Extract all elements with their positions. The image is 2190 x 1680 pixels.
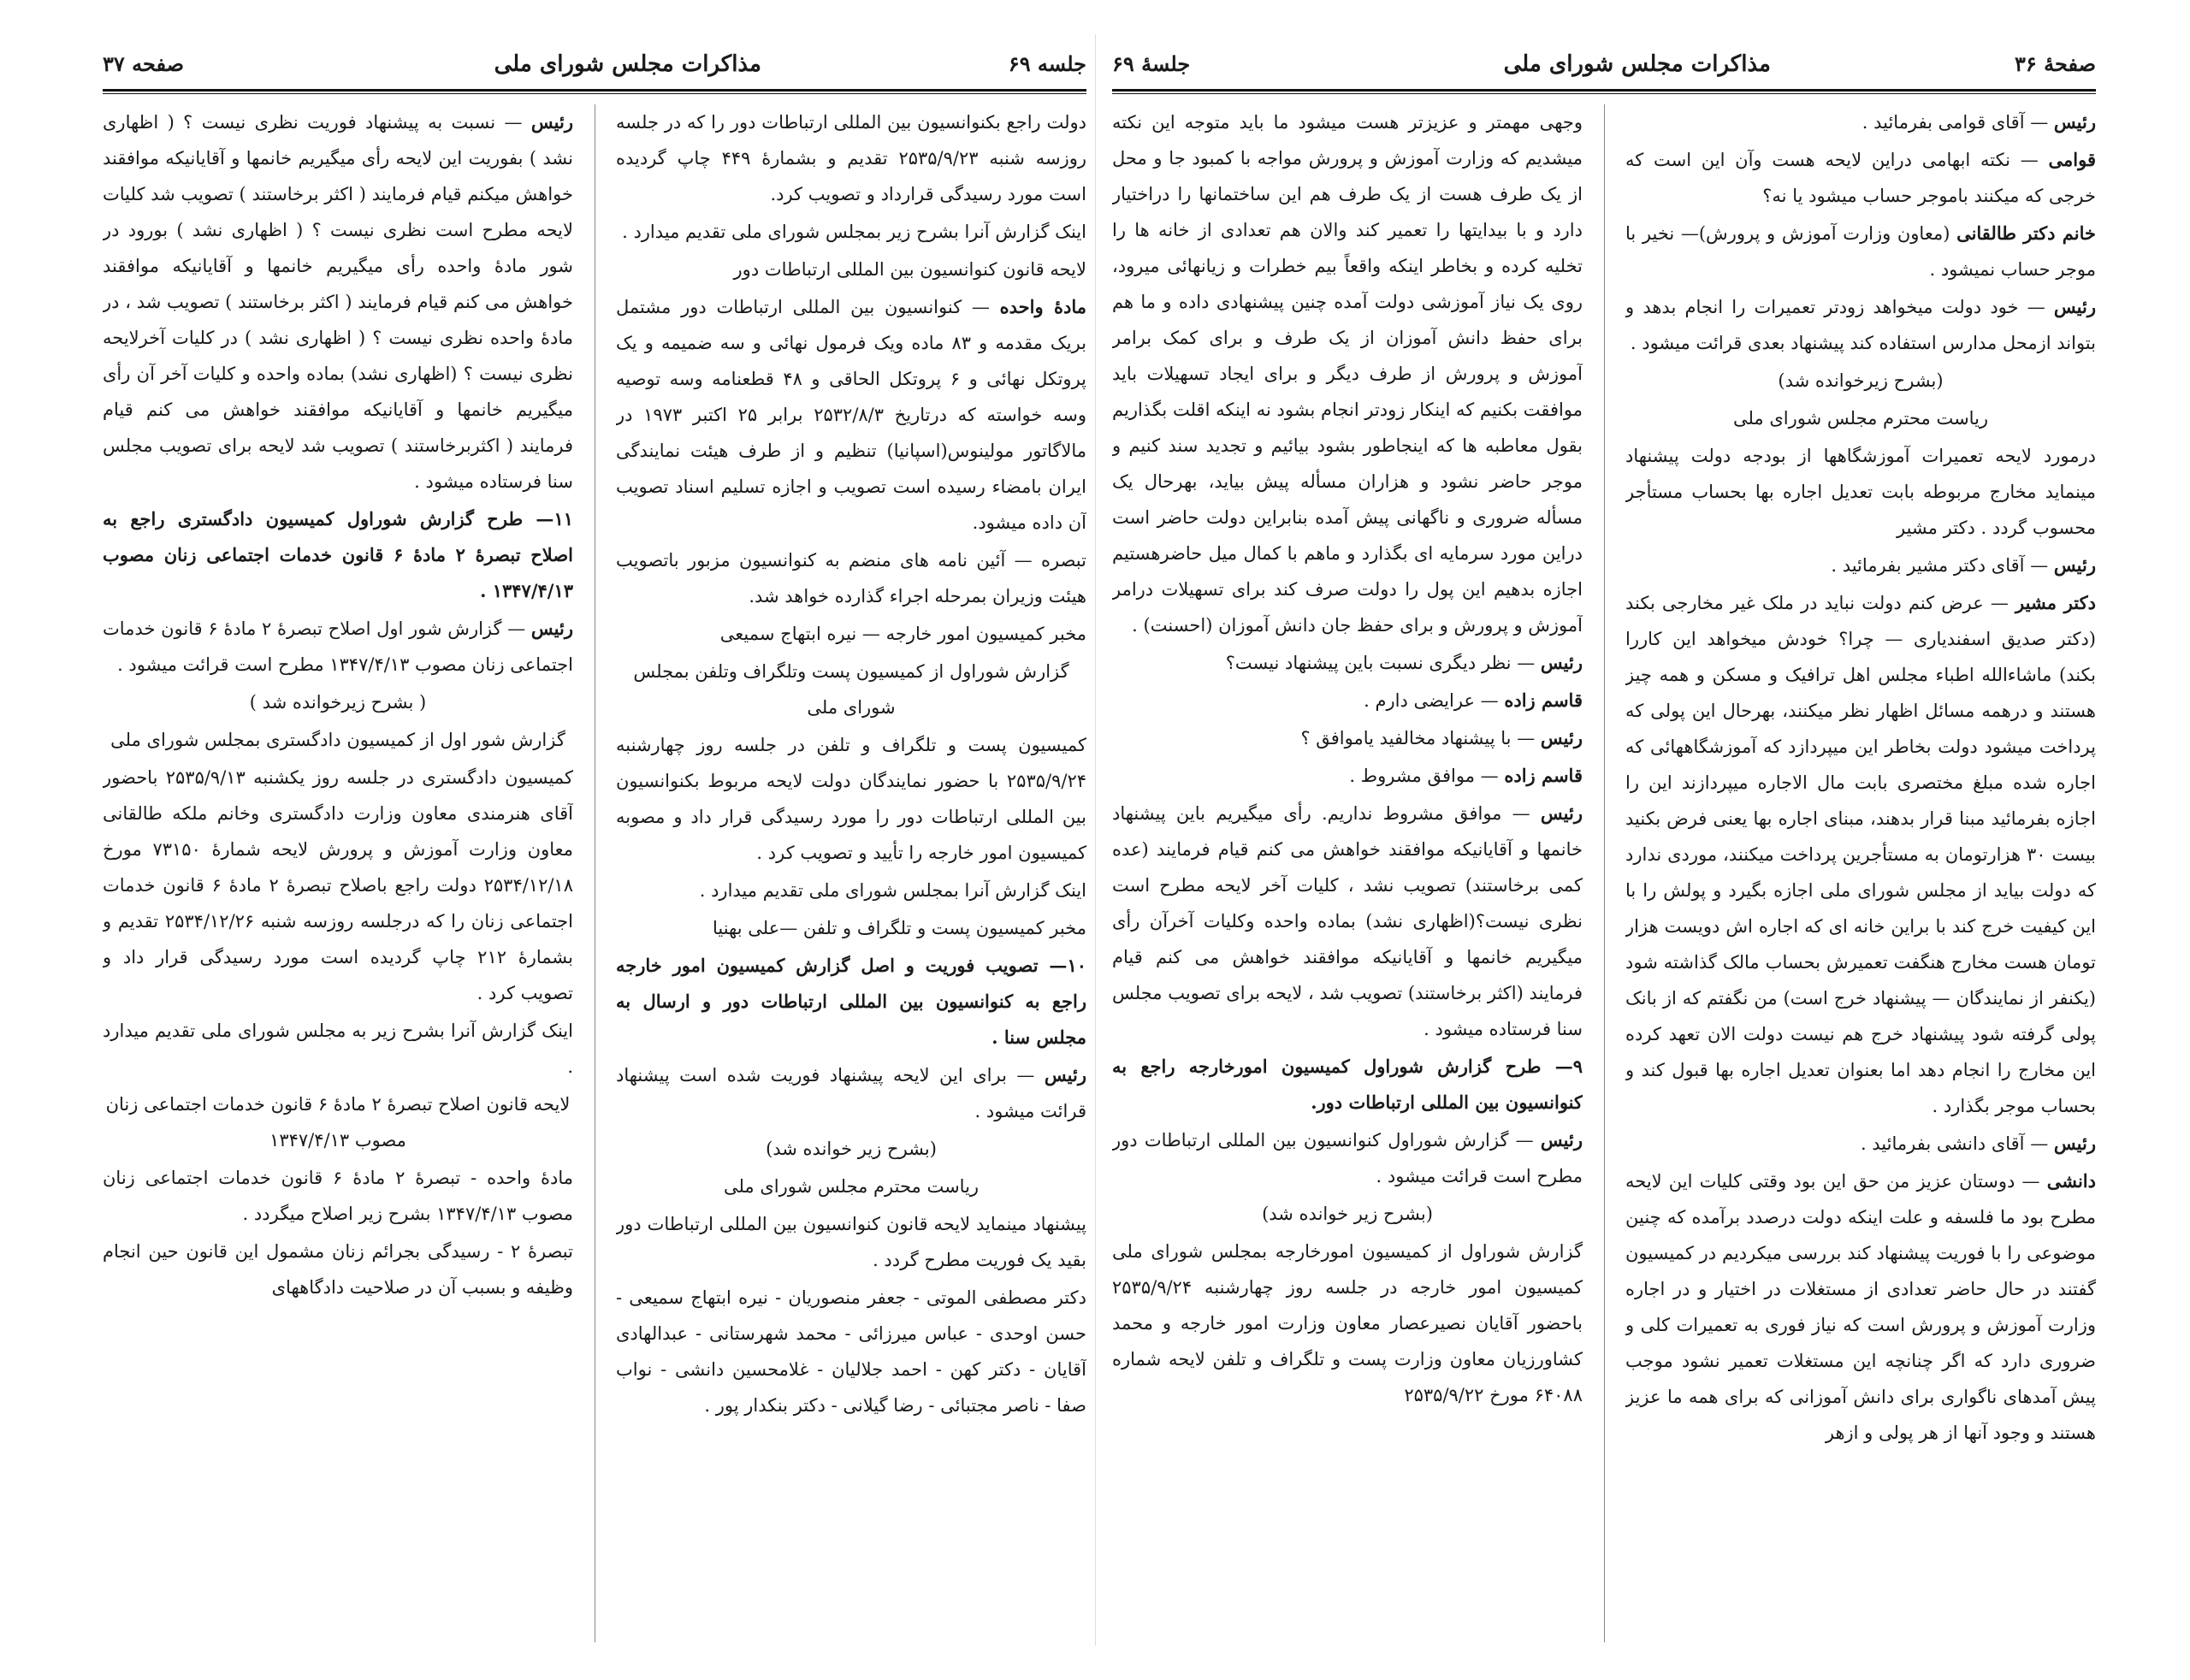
text-paragraph <box>616 251 1086 287</box>
paragraph-text: درمورد لایحه تعمیرات آموزشگاهها از بودجه دولت پیشنهاد مینماید مخارج مربوطه بابت تعدیل اجاره بها بحساب مستأجر محسوب گردد . دکتر مشیر <box>1625 446 2096 538</box>
text-paragraph <box>616 616 1086 652</box>
centered-line: ریاست محترم مجلس شورای ملی <box>723 1176 980 1197</box>
page-header <box>1112 43 2096 84</box>
paragraph-text: — گزارش شوراول کنوانسیون بین المللی ارتباطات دور مطرح است قرائت میشود . <box>1112 1130 1583 1186</box>
paragraph-text: وجهی مهمتر و عزیزتر هست میشود ما باید متوجه این نکته میشدیم که وزارت آموزش و پرورش مواجه با کمبود جا و محل از یک طرف هست از یک طرف هم این ساختمانها را دراختیار دارد و با بیدایتها را تعمیر کند والان هم تعدادی از خانه ها را تخلیه کرده و بخاطر اینکه واقعاً بیم خطرات و زیانهائی میرود، روی یک نیاز آموزشی دولت آمده چنین پیشنهادی داده و ما هم برای حفظ دانش آموزان از یک طرف و برای کمک برامر آموزش و پرورش از طرف دیگر و برای ایجاد تسهیلات باید موافقت بکنیم که اینکار زودتر انجام بشود نه اینکه اقلت بگذاریم بقول معاطبه ها که اینجاطور بشود بیائیم و تجدید سند کنیم و موجر حاضر نشود و هزاران مسأله پیش بیاید، بهرحال یک مسأله ضروری و ناگهانی پیش آمده بنابراین دولت حاضر است دراین مورد سرمایه ای بگذارد و ماهم با کمال میل حاضرهستیم اجازه بدهیم این پول را دولت صرف کند برای تسهیلات درامر آموزش و پرورش و برای حفظ جان دانش آموزان (احسنت) . <box>1112 112 1583 636</box>
paragraph-text: لایحه قانون کنوانسیون بین المللی ارتباطات دور <box>733 259 1086 280</box>
speech-paragraph <box>1112 720 1583 756</box>
speech-paragraph <box>1112 796 1583 1047</box>
text-paragraph <box>616 214 1086 250</box>
speech-paragraph <box>1625 1163 2096 1451</box>
section-heading: ۱۰— تصویب فوریت و اصل گزارش کمیسیون امور خارجه راجع به کنوانسیون بین المللی ارتباطات دور و ارسال به مجلس سنا . <box>616 955 1086 1048</box>
text-paragraph <box>1112 104 1583 643</box>
paragraph-text: — برای این لایحه پیشنهاد فوریت شده است پیشنهاد قرائت میشود . <box>616 1065 1086 1121</box>
paragraph-text: مخبر کمیسیون امور خارجه — نیره ابتهاج سمیعی <box>719 624 1086 644</box>
speaker-name: رئیس <box>2053 1133 2096 1154</box>
session-number: جلسهٔ ۶۹ <box>1112 51 1191 76</box>
speech-paragraph <box>1112 1122 1583 1194</box>
header-rule <box>103 89 1086 94</box>
paragraph-text: مادهٔ واحده - تبصرهٔ ۲ مادهٔ ۶ قانون خدمات اجتماعی زنان مصوب ۱۳۴۷/۴/۱۳ بشرح زیر اصلاح میگردد . <box>103 1168 573 1224</box>
speaker-name: قوامی <box>2048 149 2096 170</box>
text-column-left <box>1112 104 1583 1642</box>
left-page <box>103 43 1086 1642</box>
paragraph-text: — با پیشنهاد مخالفید یاموافق ؟ <box>1300 728 1536 748</box>
paragraph-text: — خود دولت میخواهد زودتر تعمیرات را انجام بدهد و بتواند ازمحل مدارس استفاده کند پیشنهاد بعدی قرائت میشود . <box>1625 297 2096 353</box>
section-heading: ۱۱— طرح گزارش شوراول کمیسیون دادگستری راجع به اصلاح تبصرهٔ ۲ مادهٔ ۶ قانون خدمات اجتماعی زنان مصوب ۱۳۴۷/۴/۱۳ . <box>103 508 573 601</box>
page-header <box>103 43 1086 84</box>
speaker-name: رئیس <box>1540 727 1583 748</box>
centered-line: ریاست محترم مجلس شورای ملی <box>1732 408 1989 429</box>
speaker-name: رئیس <box>1540 802 1583 824</box>
centered-line: گزارش شوراول از کمیسیون پست وتلگراف وتلفن بمجلس شورای ملی <box>633 661 1069 718</box>
paragraph-text: اینک گزارش آنرا بشرح زیر به مجلس شورای ملی تقدیم میدارد . <box>103 1020 573 1077</box>
paragraph-text: دکتر مصطفی الموتی - جعفر منصوریان - نیره ابتهاج سمیعی - حسن اوحدی - عباس میرزائی - محمد شهرستانی - عبدالهادی آقایان - دکتر کهن - احمد جلالیان - غلامحسین دانشی - نواب صفا - ناصر مجتبائی - رضا گیلانی - دکتر بنکدار پور . <box>616 1287 1086 1416</box>
speech-paragraph <box>1625 585 2096 1124</box>
paragraph-text: — نظر دیگری نسبت باین پیشنهاد نیست؟ <box>1225 653 1536 673</box>
speaker-name: دکتر مشیر <box>2015 592 2096 613</box>
speech-paragraph <box>616 289 1086 541</box>
speech-paragraph <box>1625 104 2096 140</box>
centered-line: لایحه قانون اصلاح تبصرهٔ ۲ مادهٔ ۶ قانون خدمات اجتماعی زنان مصوب ۱۳۴۷/۴/۱۳ <box>105 1094 571 1151</box>
text-paragraph <box>616 1280 1086 1423</box>
paragraph-text: — موافق مشروط . <box>1349 766 1499 786</box>
text-paragraph <box>103 1160 573 1232</box>
running-title: مذاکرات مجلس شورای ملی <box>1503 51 1771 77</box>
paragraph-text: کمیسیون پست و تلگراف و تلفن در جلسه روز چهارشنبه ۲۵۳۵/۹/۲۴ با حضور نمایندگان دولت لایحه مربوط بکنوانسیون بین المللی ارتباطات دور را مورد رسیدگی قرار داد و مصوبه کمیسیون امور خارجه را تأیید و تصویب کرد . <box>616 735 1086 863</box>
header-rule <box>1112 89 2096 94</box>
speech-paragraph <box>103 611 573 683</box>
paragraph-text: مخبر کمیسیون پست و تلگراف و تلفن —علی بهنیا <box>712 918 1086 938</box>
speech-paragraph <box>1625 216 2096 287</box>
paragraph-text: — عرض کنم دولت نباید در ملک غیر مخارجی بکند (دکتر صدیق اسفندیاری — چرا؟ خودش میخواهد این کاررا بکند) ماشاءالله اطباء مجلس اهل ترافیک و مسکن و همه چیز هستند و درهمه مسائل اظهار نظر میکنند، بهرحال این پولی که پرداخت میشود دولت بخاطر این میپردازد که آموزشگاههائی که اجاره شده مبلغ مختصری بابت مال الاجاره میپردازند این را اجازه بفرمائید مبنا قرار بدهند، مبنای اجاره بها یعنی فرض بکنید بیست ۳۰ هزارتومان به مستأجرین پرداخت میکنند، موردی ندارد که دولت بیاید از مجلس شورای ملی اجازه بگیرد و پولش را با این کیفیت خرج کند با براین خانه ای که اجاره اش دویست هزار تومان هست مخارج هنگفت تعمیرش بحساب مالک گذاشته شود (یکنفر از نمایندگان — پیشنهاد خرج است) من نگفتم که از بانک پولی گرفته شود پیشنهاد خرج هم نیست دولت الان تعهد کرده این مخارج را انجام دهد اما بعنوان تعدیل اجاره بها قبول کند و بحساب موجر بگذارد . <box>1625 593 2096 1116</box>
page-number: صفحه ۳۷ <box>103 51 185 76</box>
text-paragraph <box>103 1013 573 1085</box>
speech-paragraph <box>1625 142 2096 214</box>
text-paragraph <box>103 1233 573 1305</box>
speech-paragraph <box>1625 289 2096 361</box>
speaker-name: خانم دکتر طالقانی <box>1956 222 2096 244</box>
text-paragraph <box>616 910 1086 946</box>
text-paragraph <box>616 873 1086 908</box>
paragraph-text: — نسبت به پیشنهاد فوریت نظری نیست ؟ ( اظهاری نشد ) بفوریت این لایحه رأی میگیریم خانمها و آقایانیکه موافقند خواهش میکنم قیام فرمایند ( اکثر برخاستند ) تصویب شد کلیات لایحه مطرح است نظری نیست ؟ ( اظهاری نشد ) بورود در شور مادهٔ واحده رأی میگیریم خانمها و آقایانیکه موافقند خواهش می کنم قیام فرمایند ( اکثر برخاستند ) تصویب شد ، در مادهٔ واحده نظری نیست ؟ ( اظهاری نشد ) در کلیات آخرلایحه نظری نیست ؟ (اظهاری نشد) بماده واحده و کلیات آخر آن رأی میگیریم خانمها و آقایانیکه موافقند خواهش می کنم قیام فرمایند ( اکثربرخاستند ) تصویب شد لایحه برای تصویب مجلس سنا فرستاده میشود . <box>103 112 573 492</box>
speaker-name: رئیس <box>530 618 573 639</box>
speech-paragraph <box>1625 1126 2096 1162</box>
speaker-name: رئیس <box>1540 1129 1583 1151</box>
paragraph-text: (معاون وزارت آموزش و پرورش)— نخیر با موجر حساب نمیشود . <box>1625 223 2096 280</box>
paragraph-text: دولت راجع بکنوانسیون بین المللی ارتباطات دور را که در جلسه روزسه شنبه ۲۵۳۵/۹/۲۳ تقدیم و بشمارهٔ ۴۴۹ چاپ گردیده است مورد رسیدگی قرارداد و تصویب کرد. <box>616 112 1086 204</box>
speaker-name: قاسم زاده <box>1504 765 1583 786</box>
paragraph-text: کمیسیون دادگستری در جلسه روز یکشنبه ۲۵۳۵/۹/۱۳ باحضور آقای هنرمندی معاون وزارت دادگستری وخانم ملکه طالقانی معاون وزارت آموزش و پرورش لایحه شمارهٔ ۷۳۱۵۰ مورخ ۲۵۳۴/۱۲/۱۸ دولت راجع باصلاح تبصرهٔ ۲ مادهٔ ۶ قانون خدمات اجتماعی زنان را که درجلسه روزسه شنبه ۲۵۳۴/۱۲/۲۶ تقدیم و بشمارهٔ ۲۱۲ چاپ گردیده است مورد رسیدگی قرار داد و تصویب کرد . <box>103 767 573 1003</box>
paragraph-text: اینک گزارش آنرا بمجلس شورای ملی تقدیم میدارد . <box>699 880 1086 901</box>
paragraph-text: پیشنهاد مینماید لایحه قانون کنوانسیون بین المللی ارتباطات دور بقید یک فوریت مطرح گردد . <box>616 1214 1086 1270</box>
text-paragraph <box>1112 1233 1583 1413</box>
centered-line: (بشرح زیر خوانده شد) <box>766 1139 937 1159</box>
speaker-name: رئیس <box>530 111 573 133</box>
paragraph-text: — آقای دکتر مشیر بفرمائید . <box>1831 555 2049 576</box>
session-number: جلسه ۶۹ <box>1008 51 1086 76</box>
text-column-left <box>103 104 573 1642</box>
paragraph-text: — گزارش شور اول اصلاح تبصرهٔ ۲ مادهٔ ۶ قانون خدمات اجتماعی زنان مصوب ۱۳۴۷/۴/۱۳ مطرح است قرائت میشود . <box>103 618 573 675</box>
speaker-name: رئیس <box>1044 1064 1086 1085</box>
book-spine <box>1095 34 1096 1646</box>
text-paragraph <box>103 760 573 1011</box>
paragraph-text: — عرایضی دارم . <box>1364 690 1499 711</box>
page-number: صفحهٔ ۳۶ <box>2014 51 2096 76</box>
text-paragraph <box>616 1206 1086 1278</box>
paragraph-text: — نکته ابهامی دراین لایحه هست وآن این است که خرجی که میکنند باموجر حساب میشود یا نه؟ <box>1625 150 2096 206</box>
column-divider <box>1604 104 1605 1642</box>
centered-line: (بشرح زیر خوانده شد) <box>1262 1204 1433 1224</box>
text-column-right <box>1625 104 2096 1642</box>
running-title: مذاکرات مجلس شورای ملی <box>494 51 761 77</box>
speaker-name: رئیس <box>1540 652 1583 673</box>
speaker-name: رئیس <box>2053 554 2096 576</box>
speech-paragraph <box>1112 758 1583 794</box>
speech-paragraph <box>1112 645 1583 681</box>
text-paragraph <box>616 727 1086 871</box>
speaker-name: قاسم زاده <box>1504 689 1583 711</box>
text-paragraph <box>1625 438 2096 546</box>
speech-paragraph <box>103 104 573 500</box>
centered-line: گزارش شور اول از کمیسیون دادگستری بمجلس شورای ملی <box>110 730 565 750</box>
paragraph-text: — دوستان عزیز من حق این بود وقتی کلیات این لایحه مطرح بود ما فلسفه و علت اینکه دولت درصدد برآمده که چنین موضوعی را با فوریت پیشنهاد کند بررسی میکردیم در کمیسیون گفتند در حال حاضر تعدادی از مستغلات در اختیار و در اجاره وزارت آموزش و پرورش است که نیاز فوری به تعمیرات کلی و ضروری دارد که اگر چنانچه این مستغلات تعمیر نشود موجب پیش آمدهای ناگواری برای دانش آموزانی که برای همه ما عزیز هستند و وجود آنها از هر پولی و ازهر <box>1625 1171 2096 1443</box>
centered-line: ( بشرح زیرخوانده شد ) <box>249 692 427 713</box>
paragraph-text: — آقای دانشی بفرمائید . <box>1860 1133 2049 1154</box>
speech-paragraph <box>1112 683 1583 719</box>
speech-paragraph <box>616 1057 1086 1129</box>
paragraph-text: گزارش شوراول از کمیسیون امورخارجه بمجلس شورای ملی کمیسیون امور خارجه در جلسه روز چهارشنبه ۲۵۳۵/۹/۲۴ باحضور آقایان نصیرعصار معاون وزارت امور خارجه و محمد کشاورزیان معاون وزارت پست و تلگراف و تلفن لایحه شماره ۶۴۰۸۸ مورخ ۲۵۳۵/۹/۲۲ <box>1112 1241 1583 1405</box>
speaker-name: دانشی <box>2046 1170 2096 1192</box>
speaker-name: رئیس <box>2053 296 2096 317</box>
text-paragraph <box>616 104 1086 212</box>
right-page <box>1112 43 2096 1642</box>
paragraph-text: — آقای قوامی بفرمائید . <box>1862 112 2049 133</box>
speech-paragraph <box>1625 547 2096 583</box>
text-paragraph <box>616 542 1086 614</box>
section-heading: ۹— طرح گزارش شوراول کمیسیون امورخارجه راجع به کنوانسیون بین المللی ارتباطات دور. <box>1112 1056 1583 1113</box>
speaker-name: رئیس <box>2053 111 2096 133</box>
speaker-name: مادهٔ واحده <box>999 296 1086 317</box>
paragraph-text: — موافق مشروط نداریم. رأی میگیریم باین پیشنهاد خانمها و آقایانیکه موافقند خواهش می کنم قیام فرمایند (عده کمی برخاستند) تصویب نشد ، کلیات آخر لایحه مطرح است نظری نیست؟(اظهاری نشد) بماده واحده وکلیات آخرآن رأی میگیریم خانمها و آقایانیکه موافقند خواهش می کنم قیام فرمایند (اکثر برخاستند) تصویب شد ، لایحه برای تصویب مجلس سنا فرستاده میشود . <box>1112 803 1583 1039</box>
centered-line: (بشرح زیرخوانده شد) <box>1778 370 1944 391</box>
text-column-right <box>616 104 1086 1642</box>
paragraph-text: تبصرهٔ ۲ - رسیدگی بجرائم زنان مشمول این قانون حین انجام وظیفه و بسبب آن در صلاحیت دادگاههای <box>103 1241 573 1298</box>
paragraph-text: تبصره — آئین نامه های منضم به کنوانسیون مزبور باتصویب هیئت وزیران بمرحله اجراء گذارده خواهد شد. <box>616 550 1086 606</box>
paragraph-text: اینک گزارش آنرا بشرح زیر بمجلس شورای ملی تقدیم میدارد . <box>622 222 1086 242</box>
paragraph-text: — کنوانسیون بین المللی ارتباطات دور مشتمل بریک مقدمه و ۸۳ ماده ویک فرمول نهائی و سه ضمیمه و یک پروتکل نهائی و ۶ پروتکل الحاقی و ۴۸ قطعنامه وسه توصیه وسه خواسته که درتاریخ ۲۵۳۲/۸/۳ برابر ۲۵ اکتبر ۱۹۷۳ در مالاگاتور مولینوس(اسپانیا) تنظیم و از طرف هیئت نمایندگی ایران بامضاء رسیده است تصویب و اجازه تسلیم اسناد تصویب آن داده میشود. <box>616 297 1086 533</box>
